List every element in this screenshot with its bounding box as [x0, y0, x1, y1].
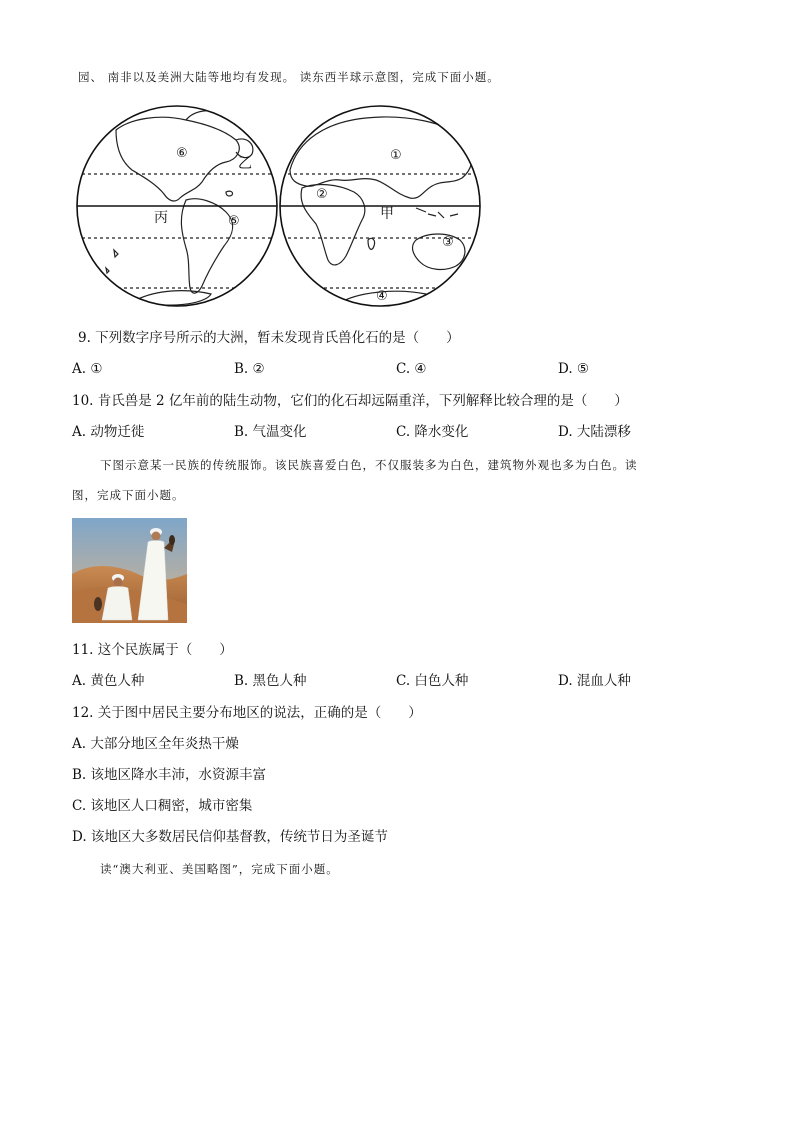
hemispheres-map: [76, 100, 482, 312]
south-america-outline: [181, 199, 232, 293]
intro-mid-line1: 下图示意某一民族的传统服饰。该民族喜爱白色，不仅服装多为白色，建筑物外观也多为白色。读: [100, 458, 638, 472]
q9-option-c[interactable]: C. ④: [396, 361, 427, 377]
label-num-6: ⑥: [176, 146, 188, 161]
label-num-4: ④: [376, 289, 388, 304]
q11-option-b[interactable]: B. 黑色人种: [234, 673, 307, 689]
label-num-3: ③: [442, 235, 454, 250]
q12-stem: 12. 关于图中居民主要分布地区的说法，正确的是（ ）: [72, 705, 422, 721]
q10-option-a[interactable]: A. 动物迁徙: [72, 424, 145, 440]
q12-option-c[interactable]: C. 该地区人口稠密，城市密集: [72, 798, 253, 814]
label-num-5: ⑤: [228, 214, 240, 229]
africa-outline: [301, 185, 365, 265]
western-hemisphere: [76, 106, 286, 306]
q11-option-c[interactable]: C. 白色人种: [396, 673, 469, 689]
q10-option-b[interactable]: B. 气温变化: [234, 424, 307, 440]
label-bing: 丙: [154, 210, 168, 226]
intro-mid-line2: 图，完成下面小题。: [72, 488, 185, 502]
label-num-2: ②: [316, 187, 328, 202]
q12-option-b[interactable]: B. 该地区降水丰沛，水资源丰富: [72, 767, 267, 783]
traditional-costume-photo: [72, 518, 187, 623]
q10-stem: 10. 肯氏兽是 2 亿年前的陆生动物，它们的化石却远隔重洋，下列解释比较合理的是（ ）: [72, 393, 628, 409]
q9-option-b[interactable]: B. ②: [234, 361, 265, 377]
eastern-hemisphere: [276, 106, 482, 307]
intro-top: 园、 南非以及美洲大陆等地均有发现。 读东西半球示意图，完成下面小题。: [78, 70, 500, 84]
label-jia: 甲: [380, 206, 394, 222]
q9-stem: 9. 下列数字序号所示的大洲，暂未发现肯氏兽化石的是（ ）: [78, 330, 460, 346]
q9-option-a[interactable]: A. ①: [72, 361, 103, 377]
australia-outline: [413, 234, 465, 269]
q10-option-d[interactable]: D. 大陆漂移: [558, 424, 631, 440]
label-num-1: ①: [390, 148, 402, 163]
q12-option-d[interactable]: D. 该地区大多数居民信仰基督教，传统节日为圣诞节: [72, 829, 388, 845]
q10-option-c[interactable]: C. 降水变化: [396, 424, 469, 440]
intro-bottom: 读“澳大利亚、美国略图”，完成下面小题。: [100, 862, 339, 876]
q9-option-d[interactable]: D. ⑤: [558, 361, 590, 377]
q11-option-d[interactable]: D. 混血人种: [558, 673, 631, 689]
q11-option-a[interactable]: A. 黄色人种: [72, 673, 145, 689]
q12-option-a[interactable]: A. 大部分地区全年炎热干燥: [72, 736, 239, 752]
q11-stem: 11. 这个民族属于（ ）: [72, 642, 233, 658]
label-yi: 乙: [238, 156, 252, 172]
